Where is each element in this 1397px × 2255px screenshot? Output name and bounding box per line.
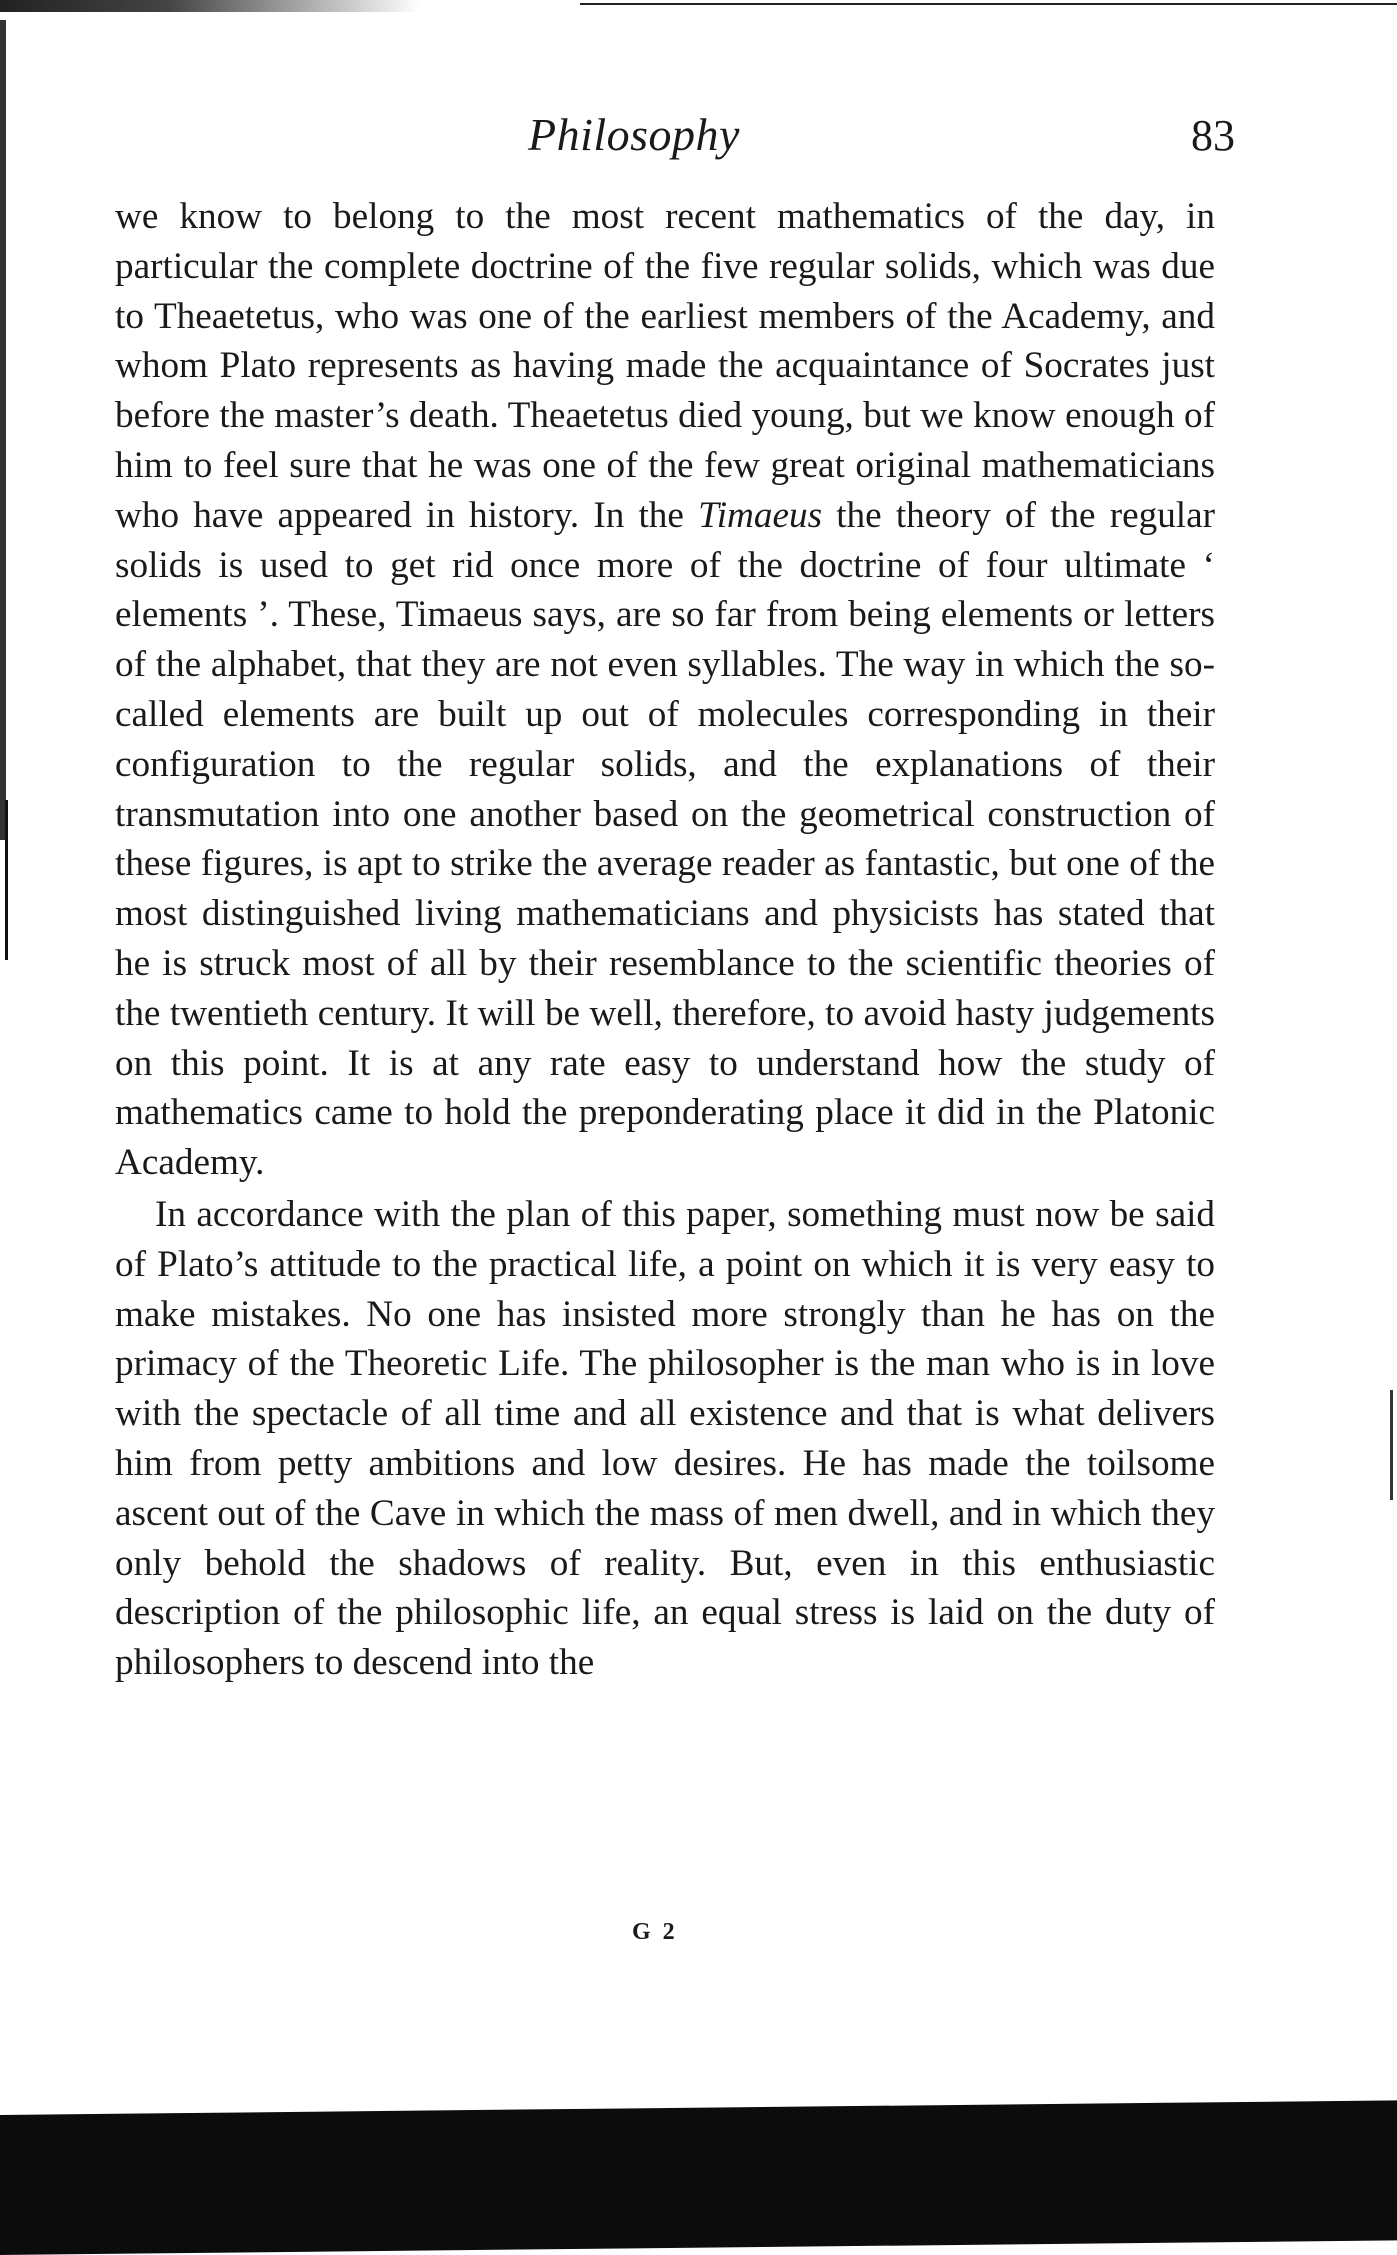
italic-title-timaeus: Timaeus <box>698 494 823 536</box>
running-title: Philosophy <box>528 109 740 160</box>
body-text <box>115 192 1215 1688</box>
paragraph-1 <box>115 192 1215 1188</box>
paragraph-1-text-b: the theory of the regular solids is used to get rid once more of the doctrine of four ultimate ‘ elements ’. These, Timaeus says, are so far from being elements or letters of the alphabet, that they are not even syllables. The way in which the so-called elements are built up out of molecules corresponding in their configuration to the regular solids, and the explanations of their transmutation into one another based on the geometrical construction of these figures, is apt to strike the average reader as fantastic, but one of the most distinguished living mathematicians and physicists has stated that he is struck most of all by their resemblance to the scientific theories of the twentieth century. It will be well, therefore, to avoid hasty judgements on this point. It is at any rate easy to understand how the study of mathematics came to hold the preponderating place it did in the Platonic Academy. <box>115 494 1216 1184</box>
paragraph-1-text-a: we know to belong to the most recent mathematics of the day, in particular the complete doctrine of the five regular solids, which was due to Theaetetus, who was one of the earliest members of the Academy, and whom Plato represents as having made the acquaintance of Socrates just before the master’s death. Theaetetus died young, but we know enough of him to feel sure that he was one of the few great original mathematicians who have appeared in history. In the <box>115 196 1215 536</box>
page-number: 83 <box>1191 111 1235 160</box>
scan-margin-mark-left <box>5 800 8 960</box>
scan-edge-left <box>0 20 6 840</box>
page-header <box>115 108 1235 178</box>
scan-edge-shadow-bottom <box>0 2100 1397 2255</box>
scan-edge-shadow-top <box>0 0 420 12</box>
scan-margin-mark-right <box>1390 1390 1393 1500</box>
scan-edge-line-top <box>580 3 1397 5</box>
paragraph-2: In accordance with the plan of this paper, something must now be said of Plato’s attitude to the practical life, a point on which it is very easy to make mistakes. No one has insisted more strongly than he has on the primacy of the Theoretic Life. The philosopher is the man who is in love with the spectacle of all time and all existence and that is what delivers him from petty ambitions and low desires. He has made the toilsome ascent out of the Cave in which the mass of men dwell, and in which they only behold the shadows of reality. But, even in this enthusiastic description of the philosophic life, an equal stress is laid on the duty of philosophers to descend into the <box>115 1193 1215 1684</box>
signature-mark: G 2 <box>632 1919 678 1945</box>
